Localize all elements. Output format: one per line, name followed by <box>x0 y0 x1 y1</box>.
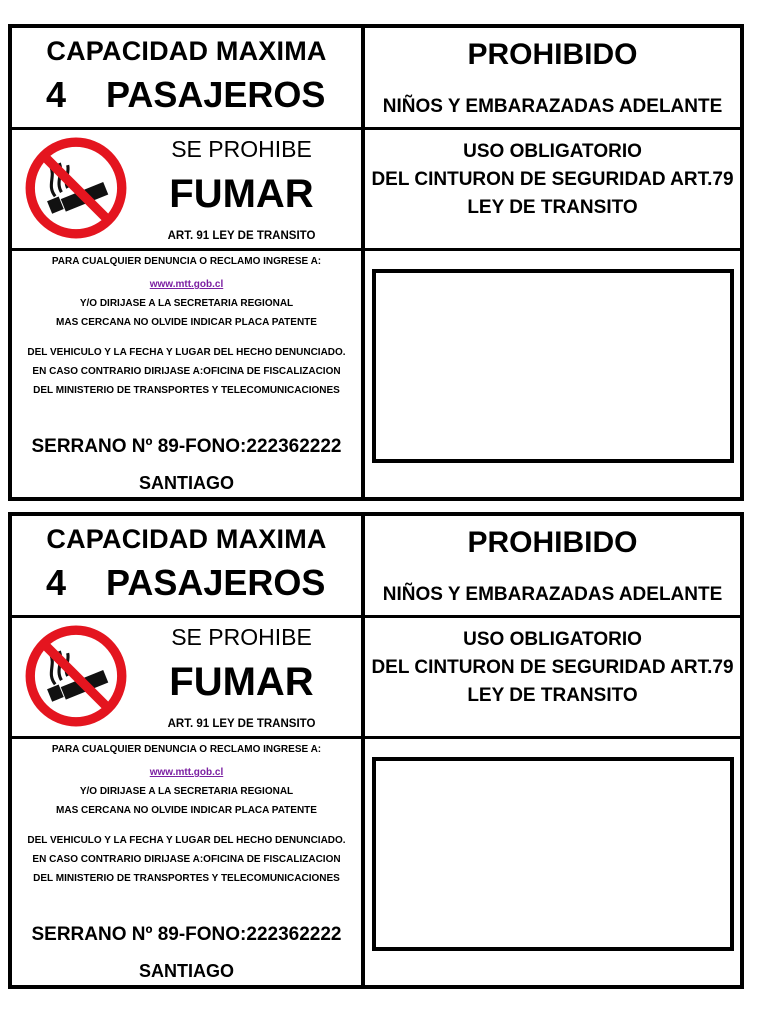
prohibited-subtitle: NIÑOS Y EMBARAZADAS ADELANTE <box>382 96 723 117</box>
capacity-panel <box>12 28 361 127</box>
no-smoking-icon <box>24 624 128 728</box>
sticker-sheet <box>8 24 744 501</box>
complaint-city: SANTIAGO <box>138 961 234 981</box>
complaint-link[interactable]: www.mtt.gob.cl <box>149 767 224 778</box>
prohibited-panel <box>365 28 740 127</box>
smoking-article: ART. 91 LEY DE TRANSITO <box>167 718 316 730</box>
sticker-sheet <box>8 512 744 989</box>
blank-panel <box>365 739 740 985</box>
complaint-link[interactable]: www.mtt.gob.cl <box>149 279 224 290</box>
no-smoking-panel <box>12 130 361 248</box>
complaint-panel <box>12 251 361 497</box>
complaint-line4: DEL VEHICULO Y LA FECHA Y LUGAR DEL HECHO DENUNCIADO. <box>27 835 346 846</box>
complaint-panel <box>12 739 361 985</box>
capacity-unit: PASAJEROS <box>106 74 326 115</box>
no-smoking-icon <box>24 136 128 240</box>
seatbelt-line3: LEY DE TRANSITO <box>467 197 638 218</box>
blank-panel <box>365 251 740 497</box>
capacity-number: 4 <box>46 74 67 115</box>
smoking-line1: SE PROHIBE <box>171 624 312 650</box>
seatbelt-line1: USO OBLIGATORIO <box>463 629 642 650</box>
capacity-title: CAPACIDAD MAXIMA <box>46 36 327 66</box>
no-smoking-panel <box>12 618 361 736</box>
complaint-line2: Y/O DIRIJASE A LA SECRETARIA REGIONAL <box>79 786 294 797</box>
complaint-city: SANTIAGO <box>138 473 234 493</box>
capacity-title: CAPACIDAD MAXIMA <box>46 524 327 554</box>
complaint-line5: EN CASO CONTRARIO DIRIJASE A:OFICINA DE FISCALIZACION <box>32 366 341 377</box>
complaint-address: SERRANO Nº 89-FONO:222362222 <box>31 436 342 457</box>
seatbelt-panel <box>365 130 740 248</box>
capacity-count <box>46 562 325 604</box>
complaint-address: SERRANO Nº 89-FONO:222362222 <box>31 924 342 945</box>
complaint-line1: PARA CUALQUIER DENUNCIA O RECLAMO INGRESE A: <box>51 744 322 755</box>
complaint-line2: Y/O DIRIJASE A LA SECRETARIA REGIONAL <box>79 298 294 309</box>
seatbelt-line2: DEL CINTURON DE SEGURIDAD ART.79 <box>371 169 734 190</box>
seatbelt-line3: LEY DE TRANSITO <box>467 685 638 706</box>
smoking-line2: FUMAR <box>169 172 314 216</box>
complaint-line3: MAS CERCANA NO OLVIDE INDICAR PLACA PATENTE <box>56 317 317 328</box>
complaint-line1: PARA CUALQUIER DENUNCIA O RECLAMO INGRESE A: <box>51 256 322 267</box>
complaint-line5: EN CASO CONTRARIO DIRIJASE A:OFICINA DE FISCALIZACION <box>32 854 341 865</box>
seatbelt-line2: DEL CINTURON DE SEGURIDAD ART.79 <box>371 657 734 678</box>
capacity-unit: PASAJEROS <box>106 562 326 603</box>
blank-box <box>372 757 734 951</box>
blank-box <box>372 269 734 463</box>
complaint-line4: DEL VEHICULO Y LA FECHA Y LUGAR DEL HECHO DENUNCIADO. <box>27 347 346 358</box>
prohibited-title: PROHIBIDO <box>467 38 638 71</box>
prohibited-panel <box>365 516 740 615</box>
smoking-line2: FUMAR <box>169 660 314 704</box>
prohibited-title: PROHIBIDO <box>467 526 638 559</box>
capacity-count <box>46 74 325 116</box>
capacity-panel <box>12 516 361 615</box>
complaint-line6: DEL MINISTERIO DE TRANSPORTES Y TELECOMUNICACIONES <box>33 873 340 884</box>
seatbelt-line1: USO OBLIGATORIO <box>463 141 642 162</box>
complaint-line6: DEL MINISTERIO DE TRANSPORTES Y TELECOMUNICACIONES <box>33 385 340 396</box>
smoking-article: ART. 91 LEY DE TRANSITO <box>167 230 316 242</box>
smoking-line1: SE PROHIBE <box>171 136 312 162</box>
prohibited-subtitle: NIÑOS Y EMBARAZADAS ADELANTE <box>382 584 723 605</box>
seatbelt-panel <box>365 618 740 736</box>
capacity-number: 4 <box>46 562 67 603</box>
complaint-line3: MAS CERCANA NO OLVIDE INDICAR PLACA PATENTE <box>56 805 317 816</box>
